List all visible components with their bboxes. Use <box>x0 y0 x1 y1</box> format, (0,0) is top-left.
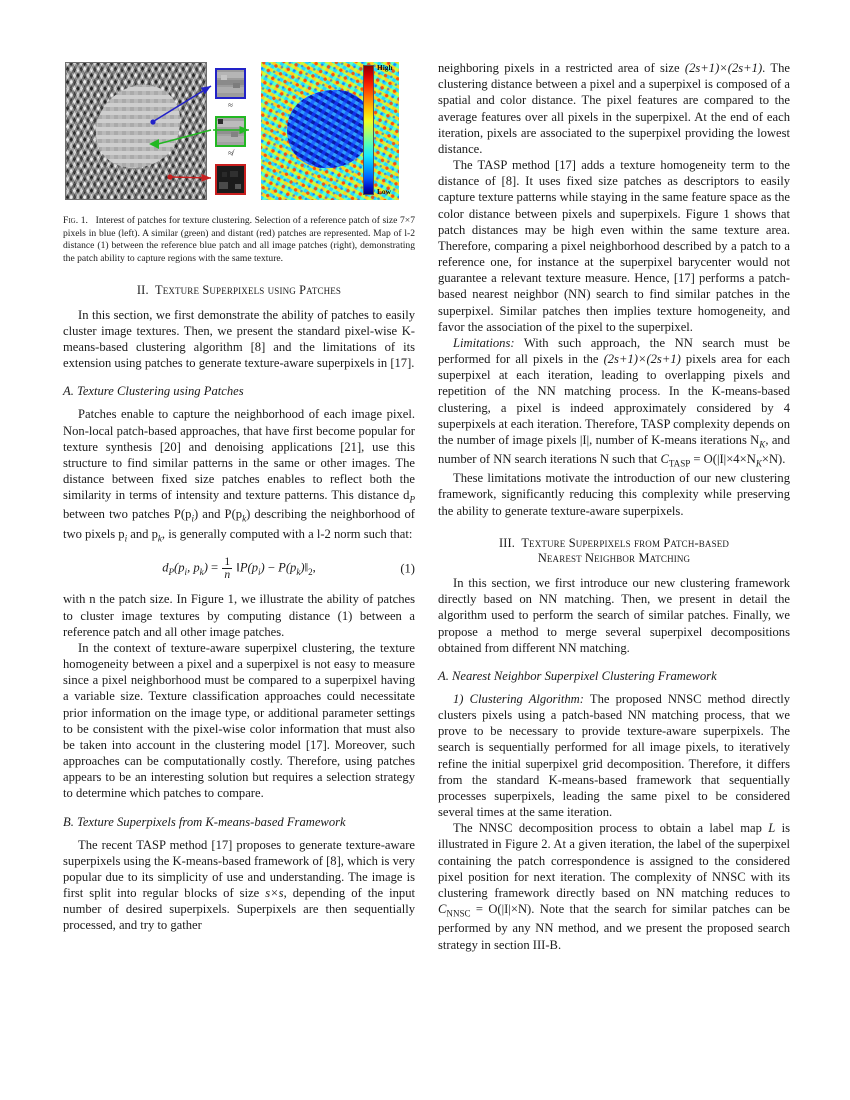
section-2-title: Texture Superpixels using Patches <box>154 282 342 297</box>
section-heading-3 <box>438 536 790 566</box>
distance-map-image <box>261 62 399 200</box>
distant-patch-red <box>215 164 246 195</box>
similar-symbol: ≈ <box>228 100 233 110</box>
clustering-algorithm-label: 1) Clustering Algorithm: <box>453 691 584 706</box>
section-heading-2 <box>63 283 415 298</box>
figure-1-graphic <box>63 60 415 202</box>
subsection-a-paragraph-1: Patches enable to capture the neighborhood of each image pixel. Non-local patch-based approaches, that have first become popular for texture synthesis [20] and denoising applications [21], use this structure to find similar patterns in the same or other images. The distance between fixed size patches enables to reflect both the similarity in terms of intensity and texture patterns. This distance $d_P$ between two patches $P(p_i)$ and $P(p_k)$ describing the neighborhood of two pixels $p_i$ and $p_k$, is generally computed with a l-2 norm such that: <box>63 407 416 544</box>
section-3-title-line-2: Nearest Neighbor Matching <box>537 550 691 565</box>
figure-1 <box>63 60 415 266</box>
reference-patch-blue <box>215 68 246 99</box>
equation-1-fraction: $\frac{1}{n}$ <box>224 554 231 582</box>
colorbar <box>363 65 374 195</box>
subsection-a-heading-right: A. Nearest Neighbor Superpixel Clustering Framework <box>438 668 717 683</box>
equation-1-body: $d_P(p_i$, $p_k$) = $\frac{1}{n}$ $‖P(p_i)$ − $P(p_k)‖_2$, <box>162 554 316 582</box>
subsection-a-paragraph-3: In the context of texture-aware superpixel clustering, the texture homogeneity between a pixel and a superpixel is not easy to measure since a pixel neighborhood must be compared to a superpixel having a variable size. Texture classification approaches could necessitate prior information on the image type, or additional parameter settings to be consistent with the pixel-wise color information that must also be taken into account in the clustering model [17]. Moreover, such approaches can be computationally costly. Therefore, using patches appears to be an interesting solution but requires a selection strategy to determine which patches to compare. <box>63 640 415 801</box>
section-3-title-line-1: Texture Superpixels from Patch-based <box>521 535 730 550</box>
clustering-algorithm-paragraph: 1) Clustering Algorithm: The proposed NNSC method directly clusters pixels using a patch-based NN matching process, that we prove to be necessary to provide texture-aware superpixels. The search is sequentially performed for all image pixels, to iteratively refine the initial superpixel grid decomposition. Therefore, it differs from the standard K-means-based framework that sequentially processes superpixels, leading the same pixel to be considered several times at the same iteration. <box>438 691 790 820</box>
figure-caption-text: Interest of patches for texture clustering. Selection of a reference patch of size 7×7 pixels in blue (left). A similar (green) and distant (red) patches are represented. Map of l-2 distance (1) between the reference blue patch and all image patches (right), demonstrating the patch ability to capture regions with the same texture. <box>63 215 415 264</box>
label-map-symbol: L <box>768 821 776 836</box>
equation-1-number: (1) <box>400 561 415 576</box>
subsection-a-heading-left: A. Texture Clustering using Patches <box>63 384 244 399</box>
section-2-intro-paragraph: In this section, we first demonstrate the ability of patches to easily cluster image textures. Then, we present the standard pixel-wise K-means-based clustering algorithm [8] and the limitations of its extension using patches to generate texture-aware superpixels in [17]. <box>63 307 415 371</box>
figure-caption-label: Fig. 1. <box>63 215 88 226</box>
motivation-paragraph: These limitations motivate the introduction of our new clustering framework, significantly reducing this complexity while preserving the ability to generate texture-aware superpixels. <box>438 471 790 518</box>
similar-patch-green <box>215 116 246 147</box>
subsection-b-heading: B. Texture Superpixels from K-means-based Framework <box>63 814 346 829</box>
two-column-body <box>63 60 790 1020</box>
limitations-paragraph: Limitations: With such approach, the NN search must be performed for all pixels in the (2s+1)×(2s+1) pixels area for each superpixel at each iteration, leading to overlapping pixels and repetition of the NN matching process. In the K-means-based clustering, a pixel is indeed approximately considered by 4 superpixels at each iteration. Therefore, TASP complexity depends on the number of image pixels |I|, number of K-means iterations $N_K$, and number of NN search iterations N such that $C_{TASP} = O(|I|\times 4\times N_K\times N)$. <box>438 335 791 469</box>
figure-1-caption <box>63 215 415 266</box>
section-3-number: III. <box>498 535 516 550</box>
texture-source-image <box>65 62 207 200</box>
dissimilar-symbol: ≉ <box>228 148 233 158</box>
colorbar-high-label: High <box>377 63 393 72</box>
right-continuation-paragraph: neighboring pixels in a restricted area of size (2s+1)×(2s+1). The clustering distance between a pixel and a superpixel is composed of a spatial and color distance. The pixel features are compared to the average features over all pixels in the superpixel. At the end of each iteration, pixels are associated to the superpixel providing the lowest distance. <box>438 61 790 156</box>
subsection-a-paragraph-2: with n the patch size. In Figure 1, we illustrate the ability of patches to cluster image textures by computing distance (1) between a reference patch and all other image patches. <box>63 592 415 639</box>
nnsc-decomposition-paragraph: The NNSC decomposition process to obtain a label map L is illustrated in Figure 2. At a given iteration, the label of the superpixel containing the patch correspondence is assigned to the considered pixel position for next iteration. The complexity of NNSC with its clustering framework directly based on NN matching reduces to $C_{NNSC} = O(|I|\times N)$. Note that the search for similar patches can be performed by any NN method, and we present the proposed search strategy in section III-B. <box>438 821 790 952</box>
equation-1 <box>63 556 415 582</box>
section-3-intro-paragraph: In this section, we first introduce our new clustering framework directly based on NN matching. Then, we present in detail the algorithm used to perform the search of similar patches. Finally, we propose a method to merge several superpixel decompositions obtained from different NN matching. <box>438 576 790 655</box>
section-2-number: II. <box>136 282 149 297</box>
limitations-label: Limitations: <box>453 335 515 350</box>
subsection-b-paragraph-1: The recent TASP method [17] proposes to generate texture-aware superpixels using the K-means-based framework of [8], which is very popular due to its simplicity of use and understanding. The image is first split into regular blocks of size s×s, depending of the input number of desired superpixels. Superpixels are then sequentially processed, and try to gather <box>63 837 415 933</box>
right-column <box>438 60 790 1020</box>
left-column <box>63 60 415 1020</box>
tasp-method-paragraph: The TASP method [17] adds a texture homogeneity term to the distance of [8]. It uses fixed size patches as descriptors to easily capture texture patterns while staying in the same feature space as the color distance between pixels and superpixels. Figure 1 shows that patch distances may be high even within the same texture area. Therefore, comparing a pixel neighborhood described by a patch to a reference one, for instance at the superpixel barycenter would not guarantee a relevant texture measure. Hence, [17] performs a patch-based nearest neighbor (NN) search to find similar patches in the superpixel. Similar patches then implies texture homogeneity, and favor the association of the pixel to the superpixel. <box>438 158 790 334</box>
colorbar-low-label: Low <box>377 187 391 196</box>
